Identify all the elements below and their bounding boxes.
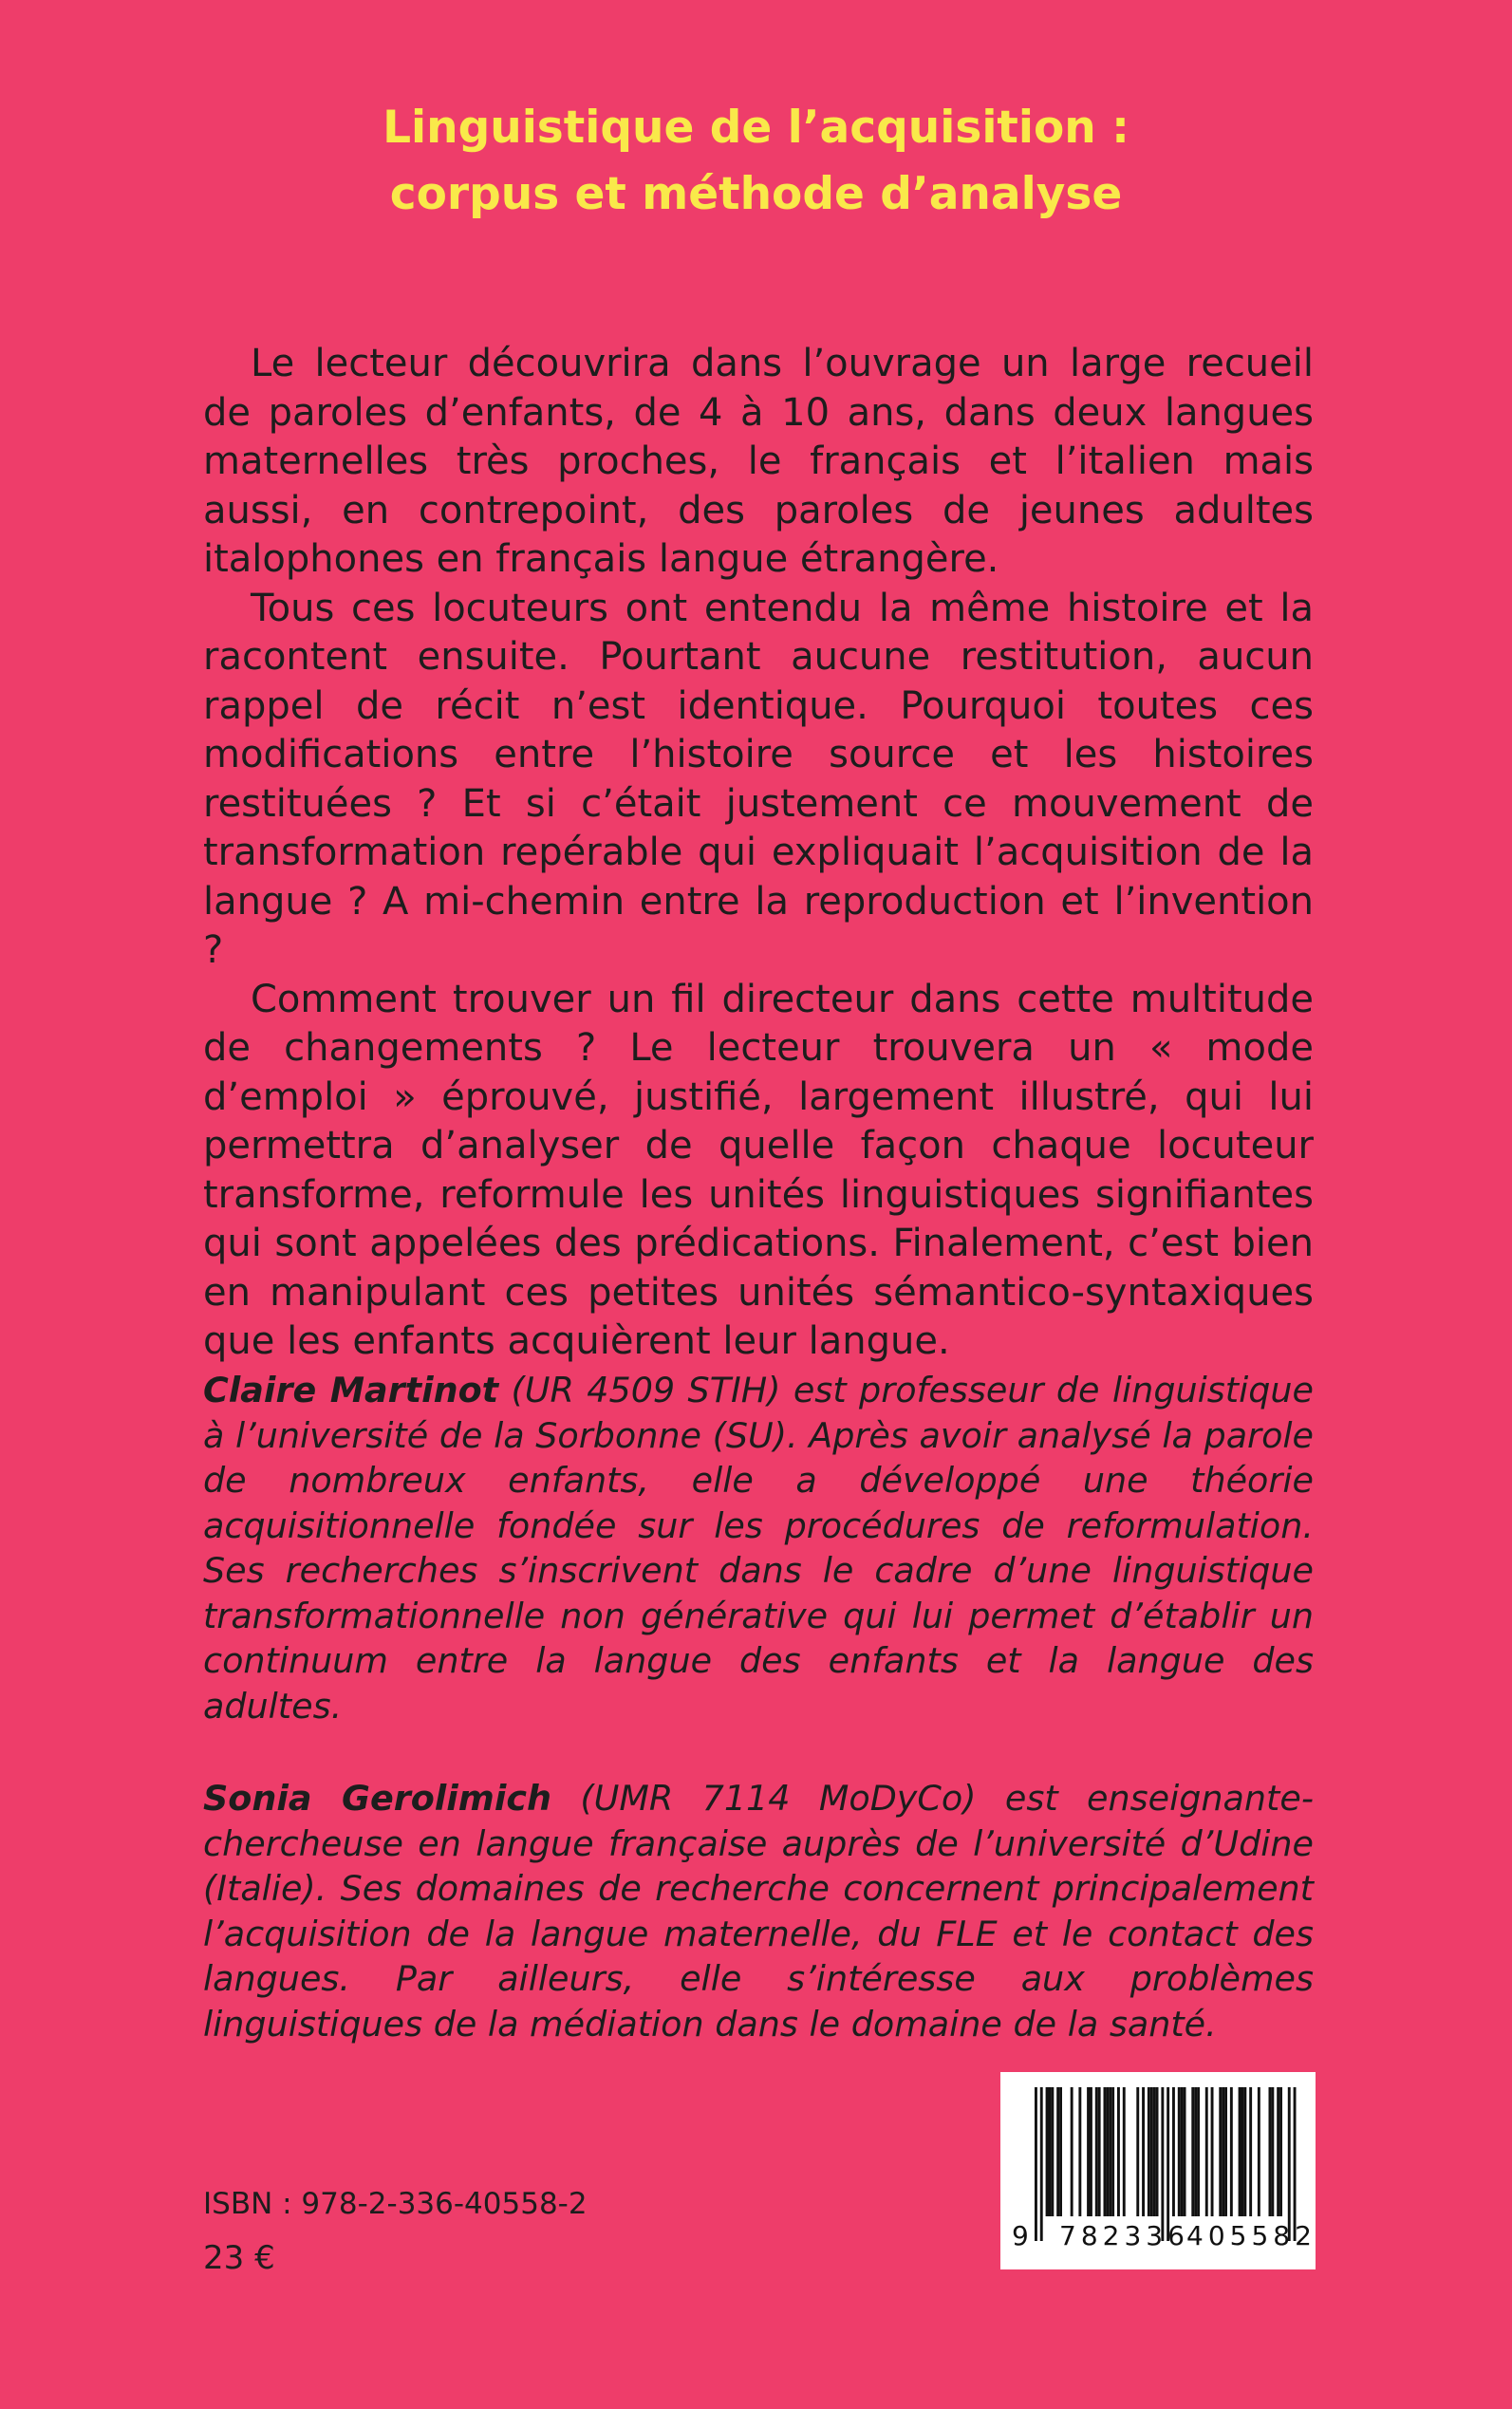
barcode-bar — [1279, 2087, 1282, 2216]
barcode-bar — [1277, 2087, 1279, 2216]
barcode-bar — [1136, 2087, 1139, 2216]
barcode-bar — [1243, 2087, 1246, 2216]
barcode-bar — [1224, 2087, 1227, 2216]
barcode-bar — [1049, 2087, 1052, 2216]
barcode-bar — [1241, 2087, 1244, 2216]
barcode-bar — [1078, 2087, 1081, 2216]
barcode-guard-bar — [1035, 2087, 1037, 2241]
barcode-bar — [1087, 2087, 1090, 2216]
author-name-1: Claire Martinot — [203, 1370, 499, 1410]
barcode-bar — [1271, 2087, 1274, 2216]
barcode-guard-bar — [1288, 2087, 1291, 2241]
barcode-bar — [1219, 2087, 1222, 2216]
author-bio-text-1: (UR 4509 STIH) est professeur de linguistique à l’université de la Sorbonne (SU). Après avoir analysé la parole de nombreux enfants, elle a développé une théorie acquisitionnelle fondée sur les procédures de reformulation. Ses recherches s’inscrivent dans le cadre d’une linguistique transformationnelle non générative qui lui permet d’établir un continuum entre la langue des enfants et la langue des adultes. — [203, 1370, 1314, 1727]
barcode-bar — [1109, 2087, 1111, 2216]
barcode-bar — [1071, 2087, 1073, 2216]
barcode-bar — [1249, 2087, 1252, 2216]
barcode-bar — [1059, 2087, 1062, 2216]
summary-paragraph-3: Comment trouver un fil directeur dans cette multitude de changements ? Le lecteur trouvera un « mode d’emploi » éprouvé, justifié, largement illustré, qui lui permettra d’analyser de quelle façon chaque locuteur transforme, reformule les unités linguistiques signifiantes qui sont appelées des prédications. Finalement, c’est bien en manipulant ces petites unités sémantico-syntaxiques que les enfants acquièrent leur langue. — [203, 977, 1314, 1363]
barcode-bar — [1239, 2087, 1241, 2216]
barcode-bar — [1104, 2087, 1107, 2216]
barcode-bar — [1095, 2087, 1098, 2216]
barcode-bar — [1051, 2087, 1054, 2216]
barcode-bar — [1211, 2087, 1214, 2216]
barcode-bar — [1258, 2087, 1260, 2216]
barcode-bar — [1148, 2087, 1150, 2216]
summary-paragraph-1: Le lecteur découvrira dans l’ouvrage un large recueil de paroles d’enfants, de 4 à 10 ans, dans deux langues maternelles très proches, le français et l’italien mais aussi, en contrepoint, des paroles de jeunes adultes italophones en français langue étrangère. — [203, 342, 1314, 581]
author-bios — [203, 1368, 1314, 2094]
book-title — [0, 95, 1512, 228]
barcode-bar — [1194, 2087, 1197, 2216]
barcode-bar — [1117, 2087, 1120, 2216]
barcode-bar — [1153, 2087, 1156, 2216]
barcode-guard-bar — [1167, 2087, 1169, 2241]
barcode-bar — [1056, 2087, 1059, 2216]
barcode-bar — [1150, 2087, 1153, 2216]
barcode-bar — [1184, 2087, 1186, 2216]
barcode-bar — [1205, 2087, 1208, 2216]
author-bio-text-2: (UMR 7114 MoDyCo) est enseignante-chercheuse en langue française auprès de l’université d’Udine (Italie). Ses domaines de recherche concernent principalement l’acquisition de la langue maternelle, du FLE et le contact des langues. Par ailleurs, elle s’intéresse aux problèmes linguistiques de la médiation dans le domaine de la santé. — [203, 1778, 1314, 2045]
barcode-bar — [1172, 2087, 1175, 2216]
barcode-bar — [1106, 2087, 1109, 2216]
barcode-digit-lead: 9 — [1012, 2220, 1034, 2251]
barcode-bar — [1046, 2087, 1049, 2216]
book-title-line-1: Linguistique de l’acquisition : — [383, 102, 1129, 154]
author-bio-2 — [203, 1776, 1314, 2046]
isbn-label: ISBN : 978-2-336-40558-2 — [203, 2187, 588, 2221]
barcode — [1000, 2072, 1316, 2269]
author-name-2: Sonia Gerolimich — [203, 1778, 551, 1819]
barcode-digits-left: 782336 — [1059, 2220, 1189, 2251]
barcode-bar — [1156, 2087, 1159, 2216]
barcode-guard-bar — [1161, 2087, 1164, 2241]
barcode-bar — [1111, 2087, 1114, 2216]
book-title-line-2: corpus et méthode d’analyse — [389, 168, 1123, 220]
barcode-digits-right: 405582 — [1186, 2220, 1316, 2251]
barcode-bar — [1090, 2087, 1092, 2216]
barcode-bar — [1178, 2087, 1181, 2216]
barcode-guard-bar — [1040, 2087, 1043, 2241]
author-bio-1 — [203, 1368, 1314, 1728]
barcode-bar — [1142, 2087, 1145, 2216]
summary-paragraph-2: Tous ces locuteurs ont entendu la même histoire et la racontent ensuite. Pourtant aucune restitution, aucun rappel de récit n’est identique. Pourquoi toutes ces modifications entre l’histoire source et les histoires restituées ? Et si c’était justement ce mouvement de transformation repérable qui expliquait l’acquisition de la langue ? A mi-chemin entre la reproduction et l’invention ? — [203, 586, 1314, 972]
barcode-bar — [1191, 2087, 1194, 2216]
barcode-bar — [1181, 2087, 1184, 2216]
barcode-bar — [1269, 2087, 1272, 2216]
barcode-bar — [1098, 2087, 1101, 2216]
barcode-bar — [1230, 2087, 1233, 2216]
book-summary — [203, 340, 1314, 1367]
barcode-bar — [1197, 2087, 1200, 2216]
barcode-bar — [1123, 2087, 1126, 2216]
barcode-guard-bar — [1294, 2087, 1297, 2241]
barcode-bar — [1222, 2087, 1224, 2216]
price-label: 23 € — [203, 2239, 275, 2277]
